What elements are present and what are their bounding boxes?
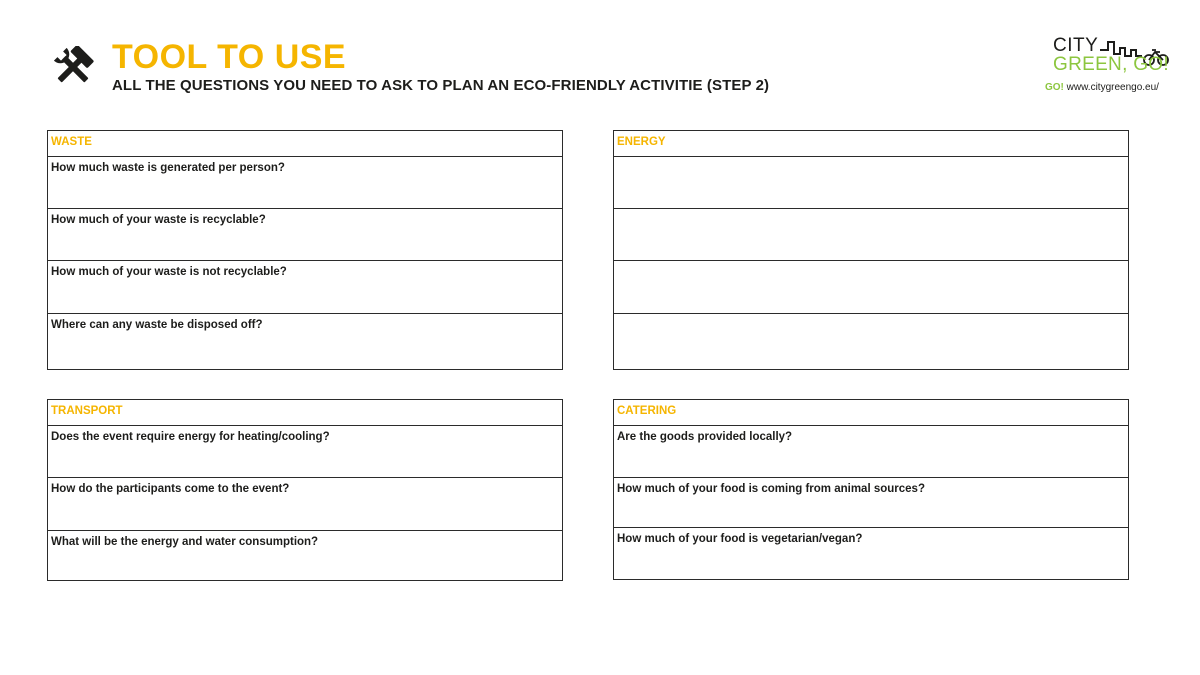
energy-answer-row[interactable] bbox=[614, 208, 1128, 260]
waste-question-row[interactable]: How much waste is generated per person? bbox=[48, 156, 562, 208]
transport-question-row[interactable]: How do the participants come to the event? bbox=[48, 477, 562, 530]
transport-question-row[interactable]: What will be the energy and water consumption? bbox=[48, 530, 562, 580]
catering-question-row[interactable]: How much of your food is coming from animal sources? bbox=[614, 477, 1128, 527]
energy-answer-row[interactable] bbox=[614, 313, 1128, 369]
transport-table bbox=[47, 399, 563, 581]
energy-answer-row[interactable] bbox=[614, 260, 1128, 313]
catering-heading: CATERING bbox=[617, 405, 677, 417]
catering-question-row[interactable]: How much of your food is vegetarian/vegan? bbox=[614, 527, 1128, 578]
logo-url bbox=[1045, 82, 1159, 93]
logo-line-city: CITY bbox=[1053, 35, 1099, 56]
page-subtitle: ALL THE QUESTIONS YOU NEED TO ASK TO PLAN AN ECO-FRIENDLY ACTIVITIE (STEP 2) bbox=[112, 77, 770, 94]
tools-icon bbox=[50, 46, 96, 88]
city-green-go-logo bbox=[1044, 36, 1174, 100]
logo-url-text: www.citygreengo.eu/ bbox=[1066, 82, 1159, 93]
transport-heading: TRANSPORT bbox=[51, 405, 123, 417]
energy-table bbox=[613, 130, 1129, 370]
waste-table bbox=[47, 130, 563, 370]
waste-question-row[interactable]: Where can any waste be disposed off? bbox=[48, 313, 562, 369]
energy-answer-row[interactable] bbox=[614, 156, 1128, 208]
transport-question-row[interactable]: Does the event require energy for heating/cooling? bbox=[48, 425, 562, 477]
logo-line-green-go: GREEN, GO! bbox=[1053, 54, 1169, 75]
catering-question-row[interactable]: Are the goods provided locally? bbox=[614, 425, 1128, 477]
waste-heading: WASTE bbox=[51, 136, 92, 148]
waste-question-row[interactable]: How much of your waste is recyclable? bbox=[48, 208, 562, 260]
waste-question-row[interactable]: How much of your waste is not recyclable? bbox=[48, 260, 562, 313]
energy-heading: ENERGY bbox=[617, 136, 666, 148]
logo-url-prefix: GO! bbox=[1045, 82, 1064, 93]
catering-table bbox=[613, 399, 1129, 580]
page-title: TOOL TO USE bbox=[112, 38, 347, 76]
